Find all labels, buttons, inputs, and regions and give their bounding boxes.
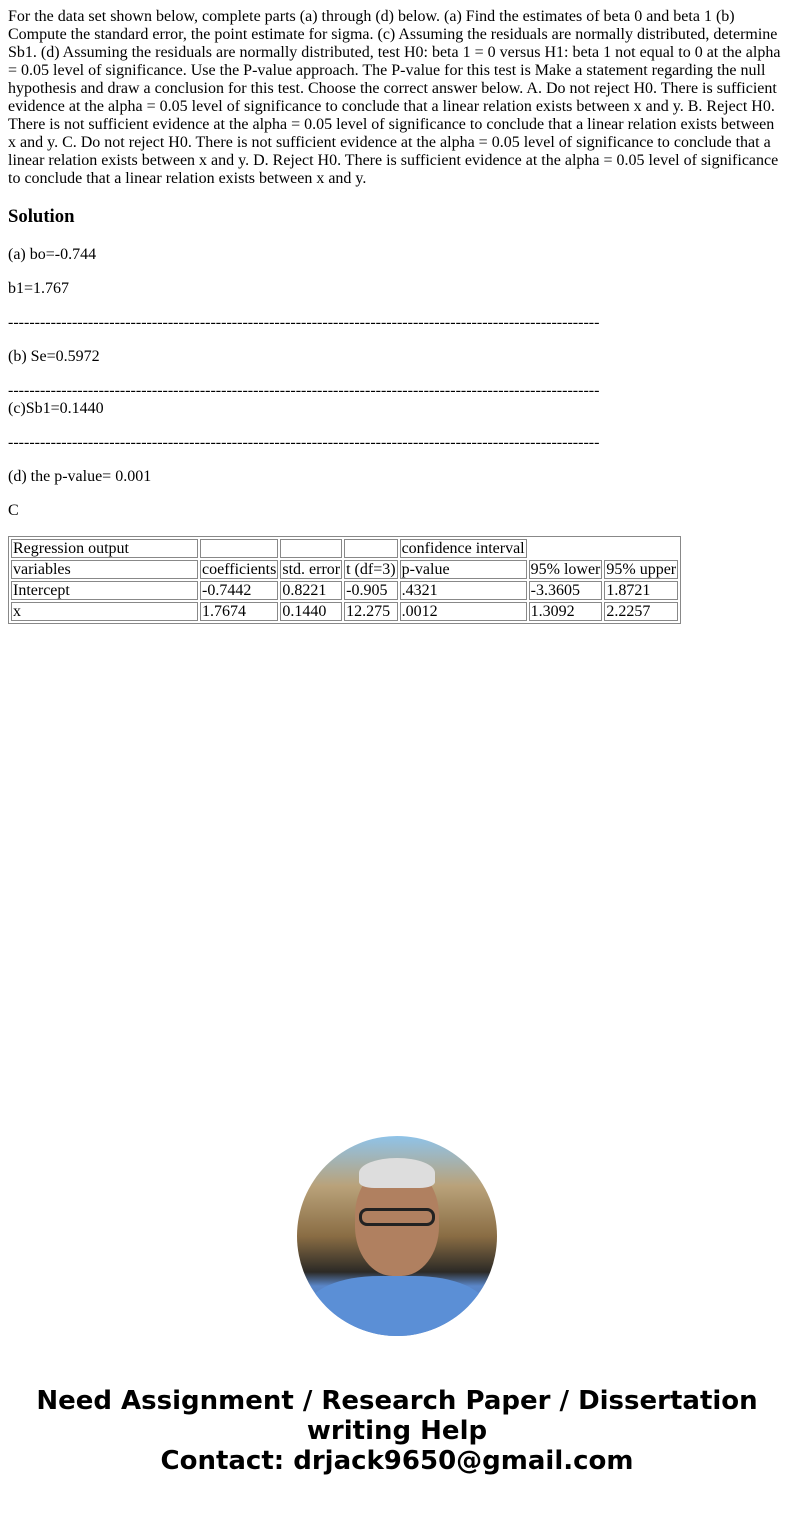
table-cell: 1.8721 xyxy=(604,581,678,600)
solution-heading: Solution xyxy=(8,206,75,227)
footer-contact-email: Contact: drjack9650@gmail.com xyxy=(160,1446,634,1476)
table-cell: Regression output xyxy=(11,539,198,558)
table-cell: 1.3092 xyxy=(529,602,603,621)
table-header: std. error xyxy=(282,561,341,578)
table-cell: 0.1440 xyxy=(280,602,342,621)
table-header: variables xyxy=(11,560,198,579)
spacer xyxy=(8,624,786,1136)
table-row xyxy=(11,581,678,600)
table-cell: -3.3605 xyxy=(529,581,603,600)
divider: --------------------------------------------------------------------------------------------------------------- xyxy=(8,314,600,331)
table-cell: 1.7674 xyxy=(200,602,278,621)
table-cell: .0012 xyxy=(400,602,527,621)
table-header-row xyxy=(11,560,678,579)
divider: --------------------------------------------------------------------------------------------------------------- xyxy=(8,382,600,399)
table-cell: Intercept xyxy=(11,581,198,600)
table-header: coefficients xyxy=(202,561,277,578)
answer-c: (c)Sb1=0.1440 xyxy=(8,400,104,417)
table-cell: 12.275 xyxy=(344,602,397,621)
footer-line: Need Assignment / Research Paper / Dissertation xyxy=(36,1386,758,1416)
table-cell xyxy=(344,539,397,558)
footer-line: writing Help xyxy=(306,1416,488,1446)
avatar-shirt xyxy=(307,1276,487,1336)
divider: --------------------------------------------------------------------------------------------------------------- xyxy=(8,434,600,451)
table-header: t (df=3) xyxy=(346,561,396,578)
answer-a-b1: b1=1.767 xyxy=(8,280,70,297)
footer-contact xyxy=(8,1386,786,1476)
table-cell: .4321 xyxy=(400,581,527,600)
table-cell: -0.905 xyxy=(344,581,397,600)
table-cell: x xyxy=(11,602,198,621)
table-header: p-value xyxy=(400,560,527,579)
regression-table xyxy=(8,536,681,624)
table-cell: 2.2257 xyxy=(604,602,678,621)
answer-d: (d) the p-value= 0.001 xyxy=(8,468,152,485)
answer-choice: C xyxy=(8,502,19,519)
table-cell: 0.8221 xyxy=(280,581,342,600)
avatar-glasses xyxy=(359,1208,435,1226)
answer-a-b0: (a) bo=-0.744 xyxy=(8,246,97,263)
table-cell: -0.7442 xyxy=(200,581,278,600)
table-cell xyxy=(200,539,278,558)
table-cell-empty xyxy=(529,539,603,558)
table-row xyxy=(11,602,678,621)
table-cell: confidence interval xyxy=(401,540,525,557)
question-text: For the data set shown below, complete parts (a) through (d) below. (a) Find the estimates of beta 0 and beta 1 (b) Compute the standard error, the point estimate for sigma. (c) Assuming the residuals are normally distributed, determine Sb1. (d) Assuming the residuals are normally distributed, test H0: beta 1 = 0 versus H1: beta 1 not equal to 0 at the alpha = 0.05 level of significance. Use the P-value approach. The P-value for this test is Make a statement regarding the null hypothesis and draw a conclusion for this test. Choose the correct answer below. A. Do not reject H0. There is sufficient evidence at the alpha = 0.05 level of significance to conclude that a linear relation exists between x and y. B. Reject H0. There is not sufficient evidence at the alpha = 0.05 level of significance to conclude that a linear relation exists between x and y. C. Do not reject H0. There is not sufficient evidence at the alpha = 0.05 level of significance to conclude that a linear relation exists between x and y. D. Reject H0. There is sufficient evidence at the alpha = 0.05 level of significance to conclude that a linear relation exists between x and y. xyxy=(8,8,781,187)
table-header: 95% lower xyxy=(530,561,601,578)
table-header: 95% upper xyxy=(606,561,677,578)
table-cell xyxy=(280,539,342,558)
avatar-hair xyxy=(359,1158,435,1188)
answer-b: (b) Se=0.5972 xyxy=(8,348,100,365)
tutor-avatar xyxy=(297,1136,497,1336)
table-cell-empty xyxy=(604,539,678,558)
table-title-row xyxy=(11,539,678,558)
